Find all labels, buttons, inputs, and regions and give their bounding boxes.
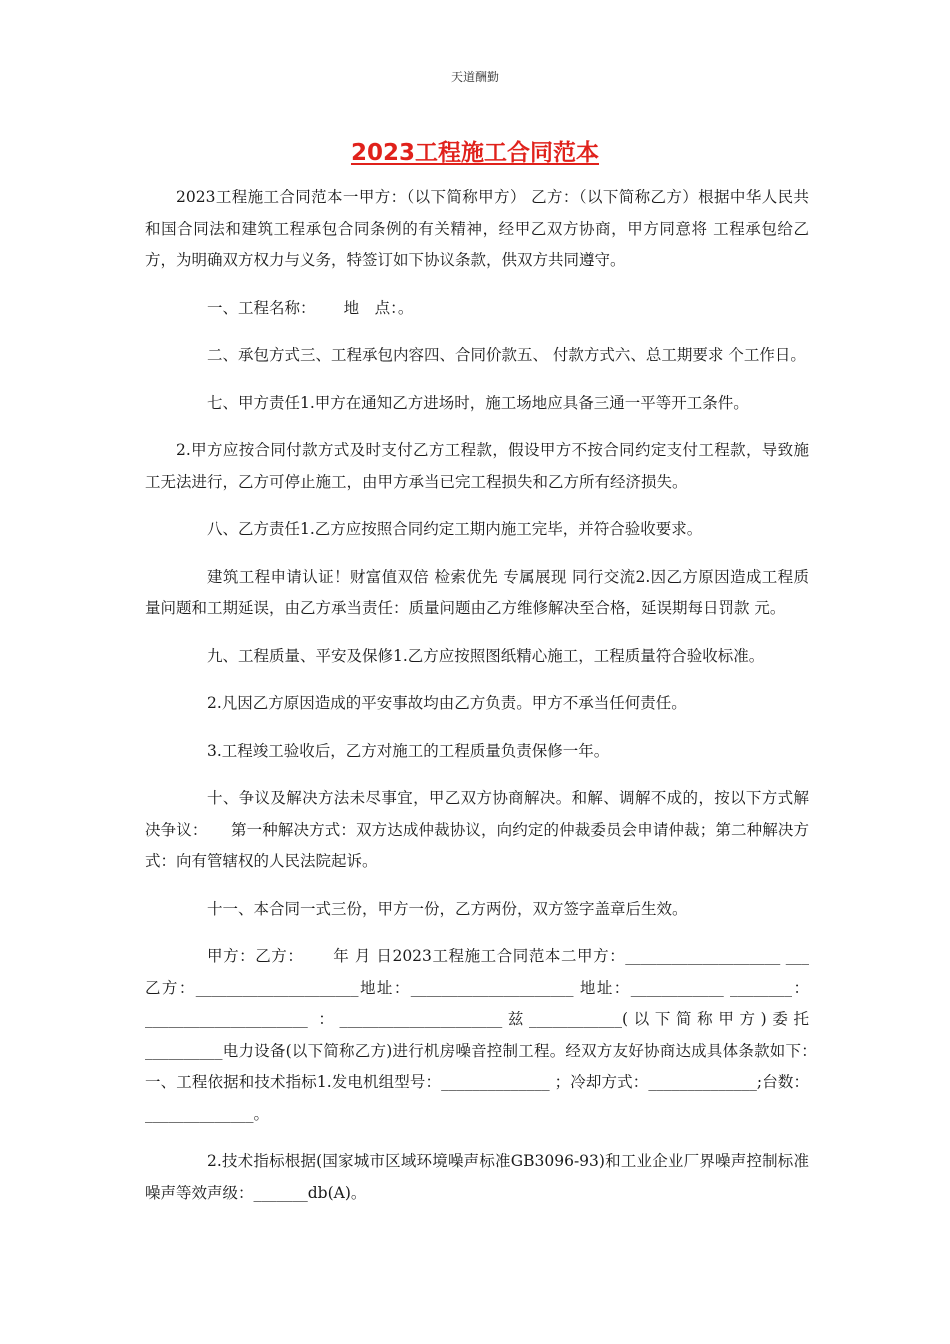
paragraph-template-two: 甲方：乙方： 年 月 日2023工程施工合同范本二甲方：____________________ ___ 乙方：_____________________地址：_____________________ 地址：____________ ________：_____________________ ：_____________________兹____________(以下简称甲方)委托__________电力设备(以下简称乙方)进行机房噪音控制工程。经双方友好协商达成具体条款如下： 一、工程依据和技术指标1.发电机组型号：______________ ；冷却方式：______________;台数：______________。 [145, 947, 841, 1123]
paragraph-contract-terms: 二、承包方式三、工程承包内容四、合同价款五、 付款方式六、总工期要求 个工作日。 [207, 346, 806, 364]
paragraph-party-b-duty-1: 八、乙方责任1.乙方应按照合同约定工期内施工完毕，并符合验收要求。 [207, 520, 703, 538]
paragraph-copies: 十一、本合同一式三份，甲方一份，乙方两份，双方签字盖章后生效。 [207, 899, 688, 918]
paragraph-dispute: 十、争议及解决方法未尽事宜，甲乙双方协商解决。和解、调解不成的，按以下方式解决争议： 第一种解决方式：双方达成仲裁协议，向约定的仲裁委员会申请仲裁；第二种解决方式：向有管辖权的人民法院起诉。 [145, 789, 809, 870]
paragraph-project-name: 一、工程名称： 地 点：。 [207, 298, 414, 317]
paragraph-quality-3: 3.工程竣工验收后，乙方对施工的工程质量负责保修一年。 [207, 741, 610, 760]
paragraph-quality-1: 九、工程质量、平安及保修1.乙方应按照图纸精心施工，工程质量符合验收标准。 [207, 646, 765, 665]
paragraph-party-b-duty-2: 建筑工程申请认证！财富值双倍 检索优先 专属展现 同行交流2.因乙方原因造成工程质量问题和工期延误，由乙方承当责任：质量问题由乙方维修解决至合格，延误期每日罚款 元。 [145, 567, 809, 617]
document-title: 2023工程施工合同范本 [350, 140, 599, 166]
paragraph-quality-2: 2.凡因乙方原因造成的平安事故均由乙方负责。甲方不承当任何责任。 [207, 694, 687, 712]
paragraph-technical-index: 2.技术指标根据(国家城市区域环境噪声标准GB3096-93)和工业企业厂界噪声控制标准噪声等效声级：_______db(A)。 [145, 1152, 809, 1202]
document-body [145, 182, 841, 1225]
paragraph-party-a-duty-1: 七、甲方责任1.甲方在通知乙方进场时，施工场地应具备三通一平等开工条件。 [207, 393, 749, 412]
page-header: 天道酬勤 [450, 70, 499, 84]
paragraph-intro: 2023工程施工合同范本一甲方：（以下简称甲方） 乙方：（以下简称乙方）根据中华人民共和国合同法和建筑工程承包合同条例的有关精神，经甲乙双方协商，甲方同意将 工程承包给乙方，为明确双方权力与义务，特签订如下协议条款，供双方共同遵守。 [145, 188, 809, 269]
paragraph-party-a-duty-2: 2.甲方应按合同付款方式及时支付乙方工程款，假设甲方不按合同约定支付工程款，导致施工无法进行，乙方可停止施工，由甲方承当已完工程损失和乙方所有经济损失。 [145, 441, 809, 491]
